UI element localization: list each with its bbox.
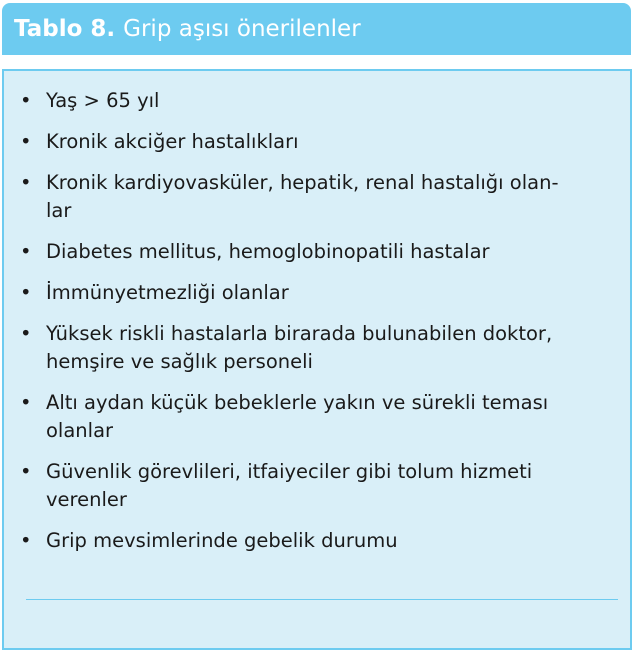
bottom-divider	[26, 599, 618, 600]
list-item	[18, 238, 608, 266]
list-item-text: Altı aydan küçük bebeklerle yakın ve sürekli teması olanlar	[46, 391, 549, 442]
list-item	[18, 279, 608, 307]
recommendation-box	[2, 69, 632, 650]
list-item	[18, 128, 608, 156]
list-item-text: İmmünyetmezliği olanlar	[46, 281, 289, 304]
bullet-icon: •	[20, 322, 32, 345]
list-item-text: Güvenlik görevlileri, itfaiyeciler gibi tolum hizmeti verenler	[46, 460, 533, 511]
list-item	[18, 389, 608, 445]
bullet-icon: •	[20, 130, 32, 153]
list-item-text: Grip mevsimlerinde gebelik durumu	[46, 529, 398, 552]
bullet-icon: •	[20, 89, 32, 112]
table-title: Grip aşısı önerilenler	[123, 16, 361, 42]
bullet-icon: •	[20, 529, 32, 552]
bullet-icon: •	[20, 460, 32, 483]
recommendation-list	[18, 87, 608, 568]
bullet-icon: •	[20, 281, 32, 304]
list-item	[18, 527, 608, 555]
list-item-text: Kronik kardiyovasküler, hepatik, renal hastalığı olan- lar	[46, 171, 559, 222]
list-item-text: Diabetes mellitus, hemoglobinopatili hastalar	[46, 240, 490, 263]
list-item	[18, 320, 608, 376]
list-item	[18, 169, 608, 225]
table-title-bar	[2, 3, 631, 55]
table-number: Tablo 8.	[14, 16, 116, 42]
list-item	[18, 87, 608, 115]
bullet-icon: •	[20, 240, 32, 263]
list-item	[18, 458, 608, 514]
bullet-icon: •	[20, 171, 32, 194]
list-item-text: Yüksek riskli hastalarla birarada bulunabilen doktor, hemşire ve sağlık personeli	[46, 322, 553, 373]
bullet-icon: •	[20, 391, 32, 414]
list-item-text: Yaş > 65 yıl	[46, 89, 160, 112]
list-item-text: Kronik akciğer hastalıkları	[46, 130, 299, 153]
